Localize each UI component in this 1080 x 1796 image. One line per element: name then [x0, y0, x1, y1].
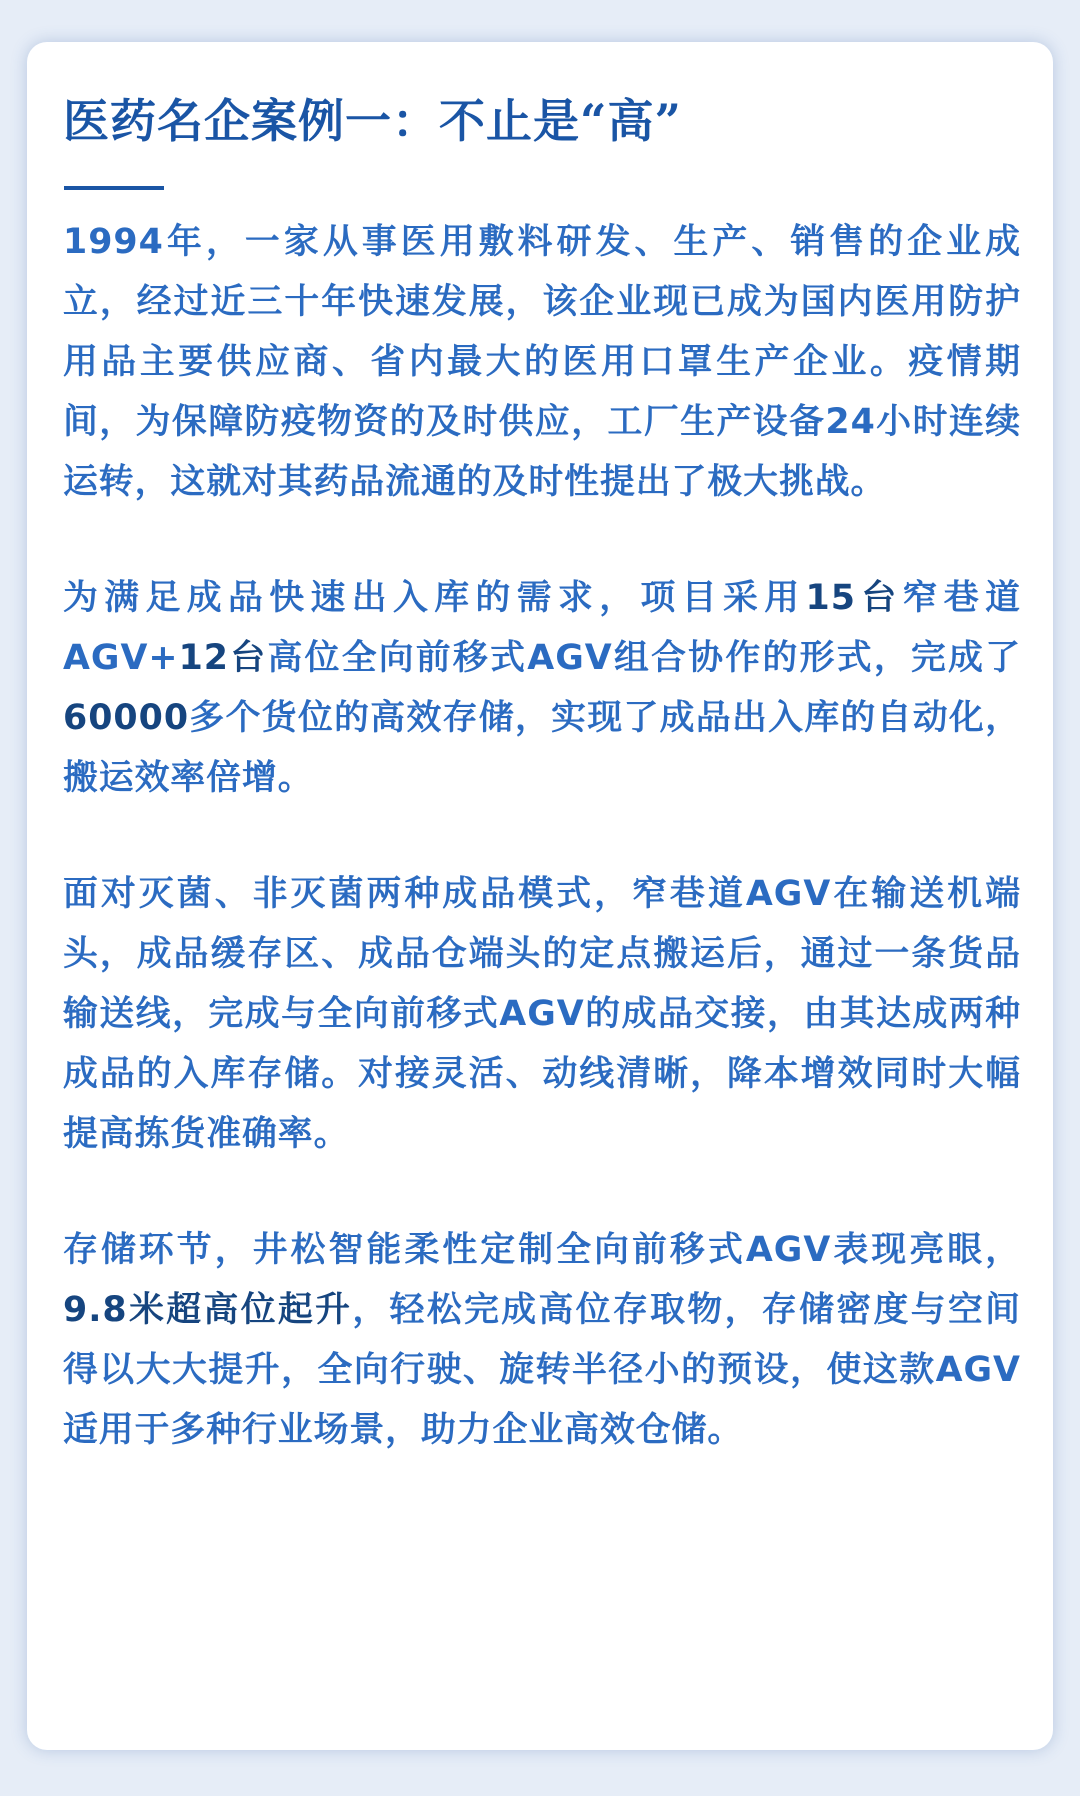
highlight-lift-height: 9.8米超高位起升 — [63, 1290, 353, 1330]
paragraph-2 — [63, 568, 1021, 808]
paragraph-text: ，轻松完成高位存取物，存储密度与空间得以大大提升，全向行驶、旋转半径小的预设，使这款AGV适用于多种行业场景，助力企业高效仓储。 — [63, 1290, 1021, 1450]
paragraph-text: 存储环节，井松智能柔性定制全向前移式AGV表现亮眼， — [63, 1230, 1021, 1270]
highlight-slot-count: 60000 — [63, 698, 190, 738]
article-title: 医药名企案例一：不止是“高” — [63, 94, 682, 148]
paragraph-text: 高位全向前移式AGV组合协作的形式，完成了 — [267, 638, 1021, 678]
title-underline — [64, 186, 164, 190]
paragraph-text: 为满足成品快速出入库的需求，项目采用 — [63, 578, 806, 618]
paragraph-3 — [63, 864, 1021, 1164]
paragraph-text: 窄巷道AGV+ — [63, 578, 1021, 678]
article-body — [63, 212, 1021, 1516]
paragraph-text: 面对灭菌、非灭菌两种成品模式，窄巷道AGV在输送机端头，成品缓存区、成品仓端头的定点搬运后，通过一条货品输送线，完成与全向前移式AGV的成品交接，由其达成两种成品的入库存储。对接灵活、动线清晰，降本增效同时大幅提高拣货准确率。 — [63, 874, 1021, 1154]
article-card — [27, 42, 1053, 1750]
highlight-agv-count-narrow: 15台 — [805, 578, 903, 618]
paragraph-text: 多个货位的高效存储，实现了成品出入库的自动化，搬运效率倍增。 — [63, 698, 1021, 798]
paragraph-text: 1994年，一家从事医用敷料研发、生产、销售的企业成立，经过近三十年快速发展，该企业现已成为国内医用防护用品主要供应商、省内最大的医用口罩生产企业。疫情期间，为保障防疫物资的及时供应，工厂生产设备24小时连续运转，这就对其药品流通的及时性提出了极大挑战。 — [63, 222, 1021, 502]
highlight-agv-count-high: 12台 — [178, 638, 268, 678]
paragraph-4 — [63, 1220, 1021, 1460]
paragraph-1 — [63, 212, 1021, 512]
